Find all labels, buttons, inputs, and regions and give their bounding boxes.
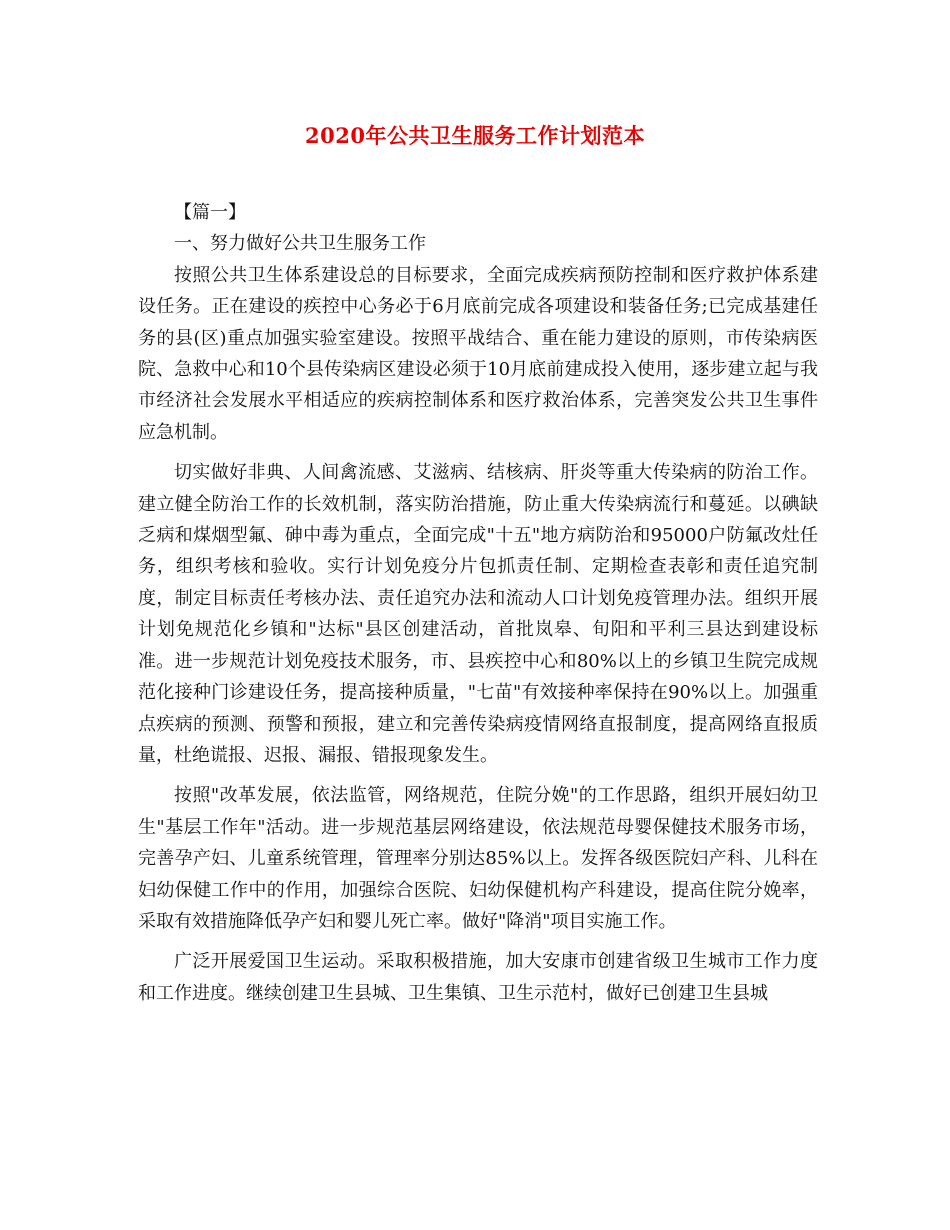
body-paragraph-3: 按照"改革发展，依法监管，网络规范，住院分娩"的工作思路，组织开展妇幼卫生"基层工作年"活动。进一步规范基层网络建设，依法规范母婴保健技术服务市场，完善孕产妇、儿童系统管理，管理率分别达85%以上。发挥各级医院妇产科、儿科在妇幼保健工作中的作用，加强综合医院、妇幼保健机构产科建设，提高住院分娩率，采取有效措施降低孕产妇和婴儿死亡率。做好"降消"项目实施工作。 [138,785,818,932]
body-paragraph-4: 广泛开展爱国卫生运动。采取积极措施，加大安康市创建省级卫生城市工作力度和工作进度。继续创建卫生县城、卫生集镇、卫生示范村，做好已创建卫生县城 [138,951,818,1004]
section-label: 【篇一】 [174,202,246,223]
section-heading: 一、努力做好公共卫生服务工作 [174,233,426,255]
body-paragraph-2: 切实做好非典、人间禽流感、艾滋病、结核病、肝炎等重大传染病的防治工作。建立健全防治工作的长效机制，落实防治措施，防止重大传染病流行和蔓延。以碘缺乏病和煤烟型氟、砷中毒为重点，全面完成"十五"地方病防治和95000户防氟改灶任务，组织考核和验收。实行计划免疫分片包抓责任制、定期检查表彰和责任追究制度，制定目标责任考核办法、责任追究办法和流动人口计划免疫管理办法。组织开展计划免规范化乡镇和"达标"县区创建活动，首批岚皋、旬阳和平利三县达到建设标准。进一步规范计划免疫技术服务，市、县疾控中心和80%以上的乡镇卫生院完成规范化接种门诊建设任务，提高接种质量，"七苗"有效接种率保持在90%以上。加强重点疾病的预测、预警和预报，建立和完善传染病疫情网络直报制度，提高网络直报质量，杜绝谎报、迟报、漏报、错报现象发生。 [138,462,818,766]
document-body [138,197,818,1018]
document-title: 2020年公共卫生服务工作计划范本 [305,123,645,148]
body-paragraph-1: 按照公共卫生体系建设总的目标要求，全面完成疾病预防控制和医疗救护体系建设任务。正在建设的疾控中心务必于6月底前完成各项建设和装备任务;已完成基建任务的县(区)重点加强实验室建设。按照平战结合、重在能力建设的原则，市传染病医院、急救中心和10个县传染病区建设必须于10月底前建成投入使用，逐步建立起与我市经济社会发展水平相适应的疾病控制体系和医疗救治体系，完善突发公共卫生事件应急机制。 [138,264,818,443]
